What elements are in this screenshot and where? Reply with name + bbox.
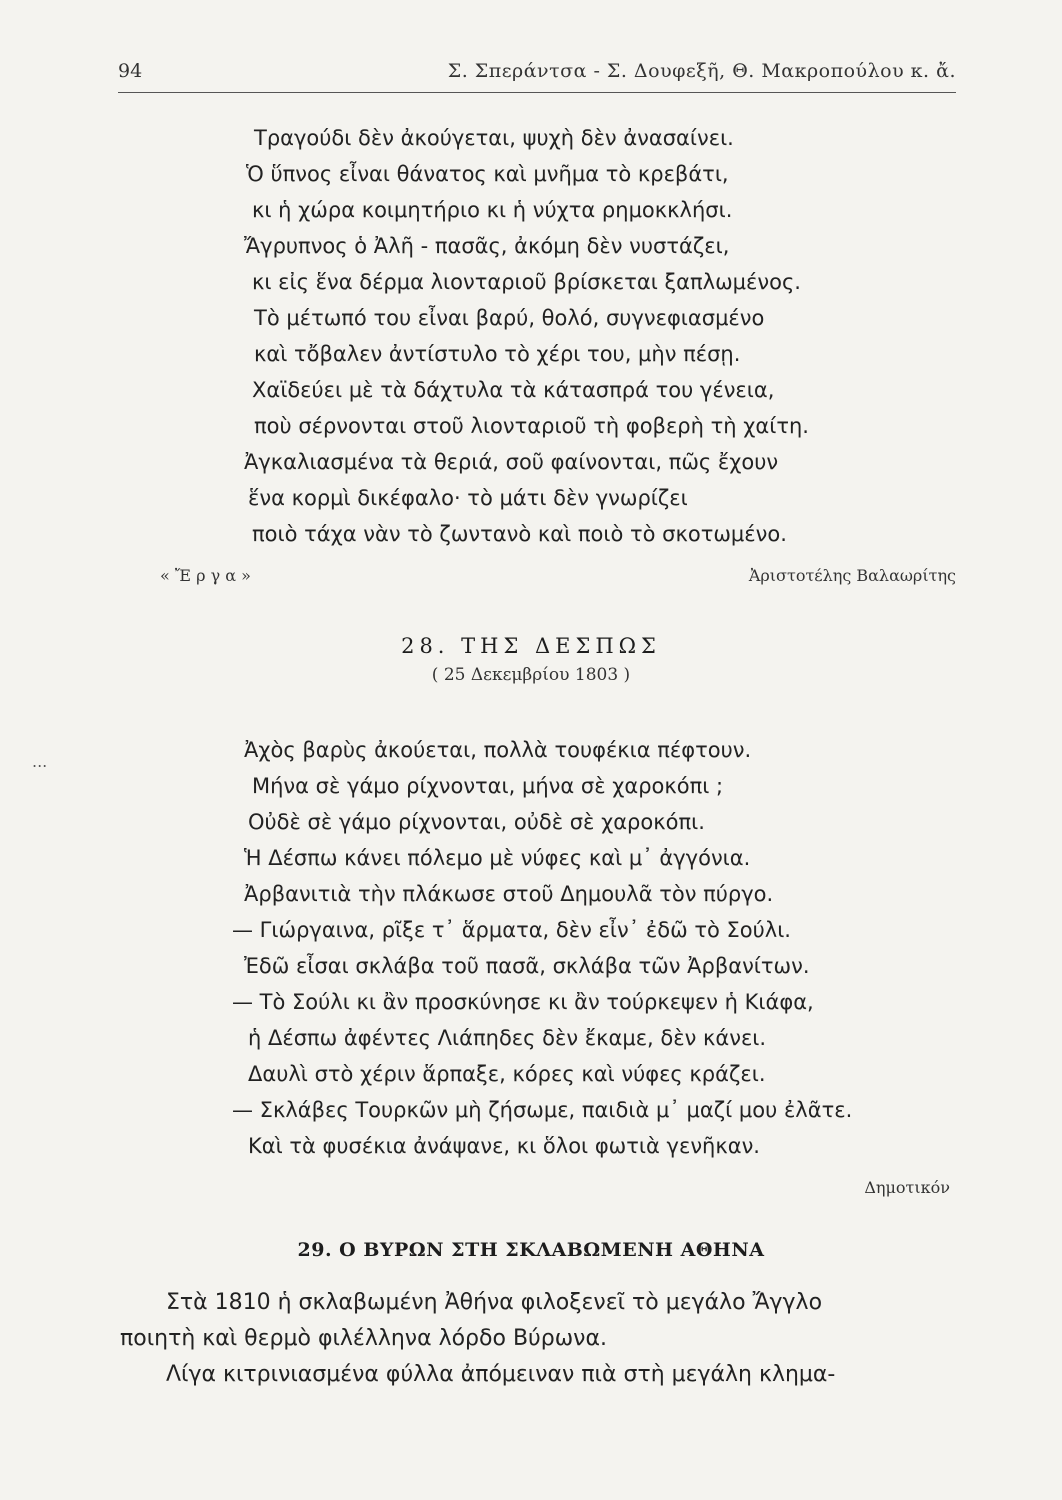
running-title: Σ. Σπεράντσα - Σ. Δουφεξῆ, Θ. Μακροπούλου κ. ἄ. xyxy=(447,60,956,82)
verse-line: — Σκλάβες Τουρκῶν μὴ ζήσωμε, παιδιὰ μ᾿ μαζί μου ἐλᾶτε. xyxy=(232,1098,853,1122)
verse-line: ἡ Δέσπω ἀφέντες Λιάπηδες δὲν ἔκαμε, δὲν κάνει. xyxy=(248,1026,767,1050)
page-number: 94 xyxy=(118,60,143,82)
verse-line: Τὸ μέτωπό του εἶναι βαρύ, θολό, συγνεφιασμένο xyxy=(254,306,765,330)
verse-line: ποιὸ τάχα νὰν τὸ ζωντανὸ καὶ ποιὸ τὸ σκοτωμένο. xyxy=(252,522,787,546)
verse-line: — Τὸ Σούλι κι ἂν προσκύνησε κι ἂν τούρκεψεν ἡ Κιάφα, xyxy=(232,990,814,1014)
verse-line: καὶ τὄβαλεν ἀντίστυλο τὸ χέρι του, μὴν πέσῃ. xyxy=(254,342,741,366)
verse-line: Καὶ τὰ φυσέκια ἀνάψανε, κι ὅλοι φωτιὰ γενῆκαν. xyxy=(248,1134,760,1158)
verse-line: ἕνα κορμὶ δικέφαλο· τὸ μάτι δὲν γνωρίζει xyxy=(248,486,688,510)
header-rule xyxy=(118,92,956,93)
verse-line: ποὺ σέρνονται στοῦ λιονταριοῦ τὴ φοβερὴ τὴ χαίτη. xyxy=(254,414,809,438)
verse-line: κι ἡ χώρα κοιμητήριο κι ἡ νύχτα ρημοκκλήσι. xyxy=(252,198,733,222)
margin-mark: ... xyxy=(32,752,48,771)
verse-line: Ἡ Δέσπω κάνει πόλεμο μὲ νύφες καὶ μ᾿ ἀγγόνια. xyxy=(244,846,751,870)
verse-line: Δαυλὶ στὸ χέριν ἅρπαξε, κόρες καὶ νύφες κράζει. xyxy=(248,1062,766,1086)
verse-line: Χαϊδεύει μὲ τὰ δάχτυλα τὰ κάτασπρά του γένεια, xyxy=(252,378,775,402)
prose-line: Στὰ 1810 ἡ σκλαβωμένη Ἀθήνα φιλοξενεῖ τὸ μεγάλο Ἄγγλο xyxy=(166,1290,823,1315)
verse-line: Ἄγρυπνος ὁ Ἀλῆ - πασᾶς, ἀκόμη δὲν νυστάζει, xyxy=(244,234,730,258)
verse-line: — Γιώργαινα, ρῖξε τ᾿ ἅρματα, δὲν εἶν᾿ ἐδῶ τὸ Σούλι. xyxy=(232,918,791,942)
prose-line: Λίγα κιτρινιασμένα φύλλα ἀπόμειναν πιὰ στὴ μεγάλη κλημα- xyxy=(166,1362,836,1387)
section-title: 28. ΤΗΣ ΔΕΣΠΩΣ xyxy=(401,634,661,658)
section-subtitle: ( 25 Δεκεμβρίου 1803 ) xyxy=(431,665,631,685)
source-label: Δημοτικόν xyxy=(864,1178,950,1197)
section-title: 29. Ο ΒΥΡΩΝ ΣΤΗ ΣΚΛΑΒΩΜΕΝΗ ΑΘΗΝΑ xyxy=(297,1239,765,1261)
source-label: « Ἔ ρ γ α » xyxy=(160,566,251,585)
verse-line: Ἀρβανιτιὰ τὴν πλάκωσε στοῦ Δημουλᾶ τὸν πύργο. xyxy=(244,882,774,906)
verse-line: Οὐδὲ σὲ γάμο ρίχνονται, οὐδὲ σὲ χαροκόπι. xyxy=(248,810,705,834)
verse-line: Ἀχὸς βαρὺς ἀκούεται, πολλὰ τουφέκια πέφτουν. xyxy=(244,738,752,762)
verse-line: Μήνα σὲ γάμο ρίχνονται, μήνα σὲ χαροκόπι ; xyxy=(252,774,724,798)
verse-line: Ὁ ὕπνος εἶναι θάνατος καὶ μνῆμα τὸ κρεβάτι, xyxy=(246,162,729,186)
verse-line: κι εἰς ἕνα δέρμα λιονταριοῦ βρίσκεται ξαπλωμένος. xyxy=(252,270,801,294)
prose-line: ποιητὴ καὶ θερμὸ φιλέλληνα λόρδο Βύρωνα. xyxy=(120,1326,607,1351)
verse-line: Ἐδῶ εἶσαι σκλάβα τοῦ πασᾶ, σκλάβα τῶν Ἀρβανίτων. xyxy=(244,954,810,978)
author-name: Ἀριστοτέλης Βαλαωρίτης xyxy=(748,566,956,585)
verse-line: Ἀγκαλιασμένα τὰ θεριά, σοῦ φαίνονται, πῶς ἔχουν xyxy=(244,450,779,474)
page-header xyxy=(118,56,956,90)
verse-line: Τραγούδι δὲν ἀκούγεται, ψυχὴ δὲν ἀνασαίνει. xyxy=(254,126,734,150)
